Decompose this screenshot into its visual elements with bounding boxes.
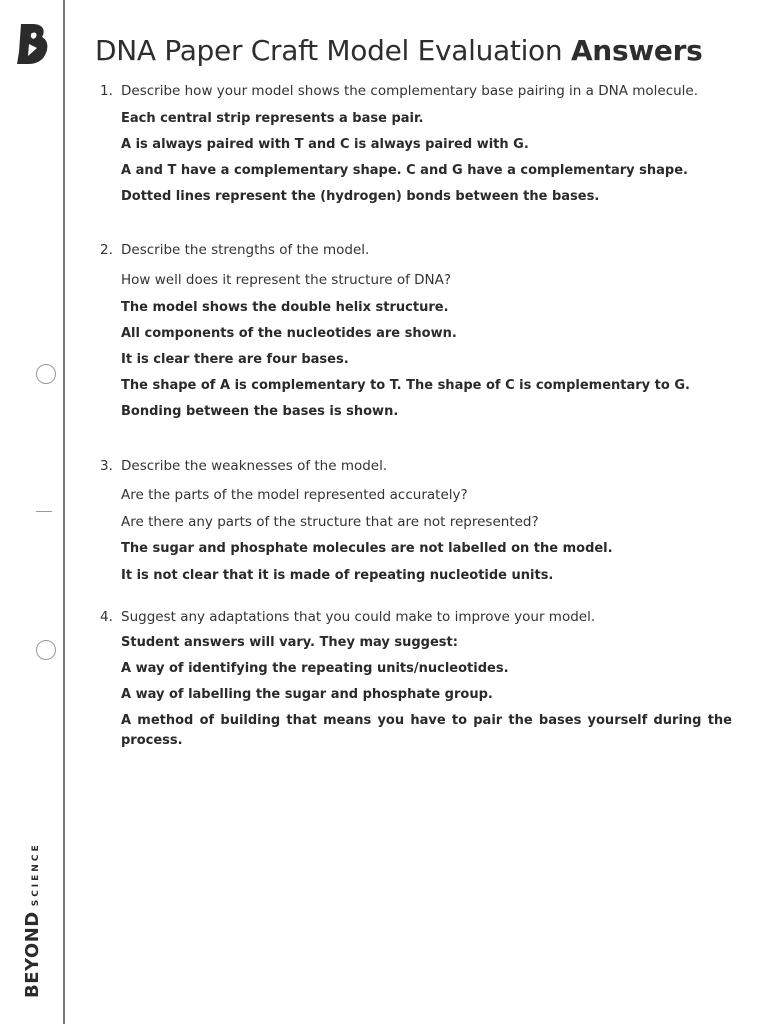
answer-line: Bonding between the bases is shown. xyxy=(121,404,399,419)
question-1 xyxy=(100,81,732,207)
answer-line: A way of identifying the repeating units/nucleotides. xyxy=(121,661,509,676)
question-number: 1. xyxy=(100,83,113,99)
answer-line: A method of building that means you have to pair the bases yourself during the process. xyxy=(121,713,732,748)
margin-rule xyxy=(63,0,65,1024)
binder-hole-bottom xyxy=(36,640,56,660)
page-title xyxy=(95,34,702,67)
answer-line: It is clear there are four bases. xyxy=(121,352,349,367)
question-prompt: Describe the strengths of the model. xyxy=(121,242,370,258)
question-prompt: Suggest any adaptations that you could make to improve your model. xyxy=(121,609,596,625)
question-prompt: Describe the weaknesses of the model. xyxy=(121,458,388,474)
beyond-b-logo-icon xyxy=(15,22,51,66)
question-subprompt: Are the parts of the model represented accurately? xyxy=(121,487,468,503)
answer-line: A is always paired with T and C is always paired with G. xyxy=(121,137,529,152)
binder-hole-top xyxy=(36,364,56,384)
title-emphasis: Answers xyxy=(570,34,703,67)
question-subprompt: How well does it represent the structure of DNA? xyxy=(121,272,452,288)
question-4 xyxy=(100,607,732,751)
answer-line: Dotted lines represent the (hydrogen) bonds between the bases. xyxy=(121,189,600,204)
question-prompt: Describe how your model shows the complementary base pairing in a DNA molecule. xyxy=(121,83,699,99)
answer-line: Student answers will vary. They may suggest: xyxy=(121,635,458,650)
answer-line: A and T have a complementary shape. C and G have a complementary shape. xyxy=(121,163,688,178)
answer-line: The shape of A is complementary to T. The shape of C is complementary to G. xyxy=(121,378,690,393)
answer-line: The model shows the double helix structure. xyxy=(121,300,449,315)
brand-wordmark xyxy=(22,842,43,998)
answer-line: The sugar and phosphate molecules are not labelled on the model. xyxy=(121,541,613,556)
answer-line: All components of the nucleotides are shown. xyxy=(121,326,457,341)
question-3 xyxy=(100,456,732,586)
question-number: 3. xyxy=(100,458,113,474)
question-number: 4. xyxy=(100,609,113,625)
question-number: 2. xyxy=(100,242,113,258)
question-2 xyxy=(100,240,732,422)
question-subprompt: Are there any parts of the structure that are not represented? xyxy=(121,514,539,530)
answer-line: A way of labelling the sugar and phosphate group. xyxy=(121,687,493,702)
brand-sub: SCIENCE xyxy=(31,842,41,907)
answer-line: It is not clear that it is made of repeating nucleotide units. xyxy=(121,568,554,583)
answer-line: Each central strip represents a base pair. xyxy=(121,111,424,126)
fold-mark xyxy=(36,511,52,512)
title-main: DNA Paper Craft Model Evaluation xyxy=(95,34,571,67)
brand-name: BEYOND xyxy=(22,911,43,998)
